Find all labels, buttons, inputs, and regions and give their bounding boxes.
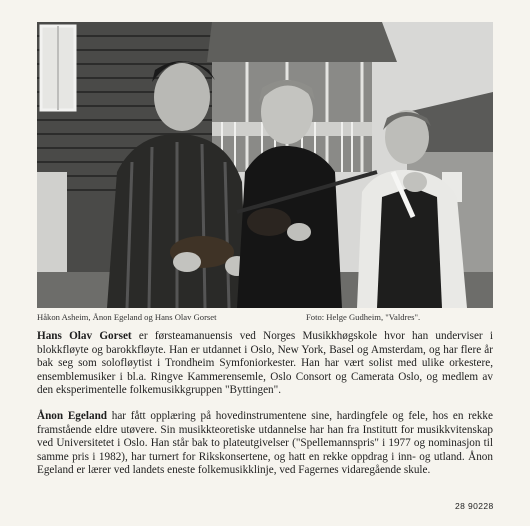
bio-paragraph-gorset <box>37 330 493 398</box>
catalog-number: 28 90228 <box>455 501 494 511</box>
bio-text: har fått opplæring på hovedinstrumentene sine, hardingfele og fele, hos en rekke framstående eldre utøvere. Sin musikkteoretiske utdannelse har han fra Institutt for musikkvitenskap ved Universitetet i Oslo. Han står bak to plateutgivelser ("Spellemannspris" i 1977 og nominasjon til samme pris i 1982), har turnert for Rikskonsertene, og hatt en rekke oppdrag i inn- og utland. Ånon Egeland er lærer ved landets eneste folkemusikklinje, ved Fagernes vidaregående skule. <box>37 409 493 477</box>
musicians-photo <box>37 22 493 308</box>
bio-paragraph-egeland <box>37 410 493 478</box>
caption-people: Håkon Asheim, Ånon Egeland og Hans Olav Gorset <box>37 312 217 322</box>
bio-name: Hans Olav Gorset <box>37 330 132 342</box>
photo-illustration <box>37 22 493 308</box>
bio-name: Ånon Egeland <box>37 409 108 422</box>
photo-caption <box>37 312 493 326</box>
caption-photo-credit: Foto: Helge Gudheim, "Valdres". <box>306 312 421 322</box>
biographies <box>37 330 493 490</box>
bio-text: er førsteamanuensis ved Norges Musikkhøgskole hvor han underviser i blokkfløyte og barokkfløyte. Han er utdannet i Oslo, New York, Basel og Amsterdam, og har flere år bak seg som solofløytist i Trondheim Symfoniorkester. Han har vært solist med ulike orkestere, ensemblemusiker i bl.a. Ringve Kammerensemle, Oslo Consort og Camerata Oslo, og medlem av den eksperimentelle folkemusikkgruppen "Byttingen". <box>37 330 493 397</box>
